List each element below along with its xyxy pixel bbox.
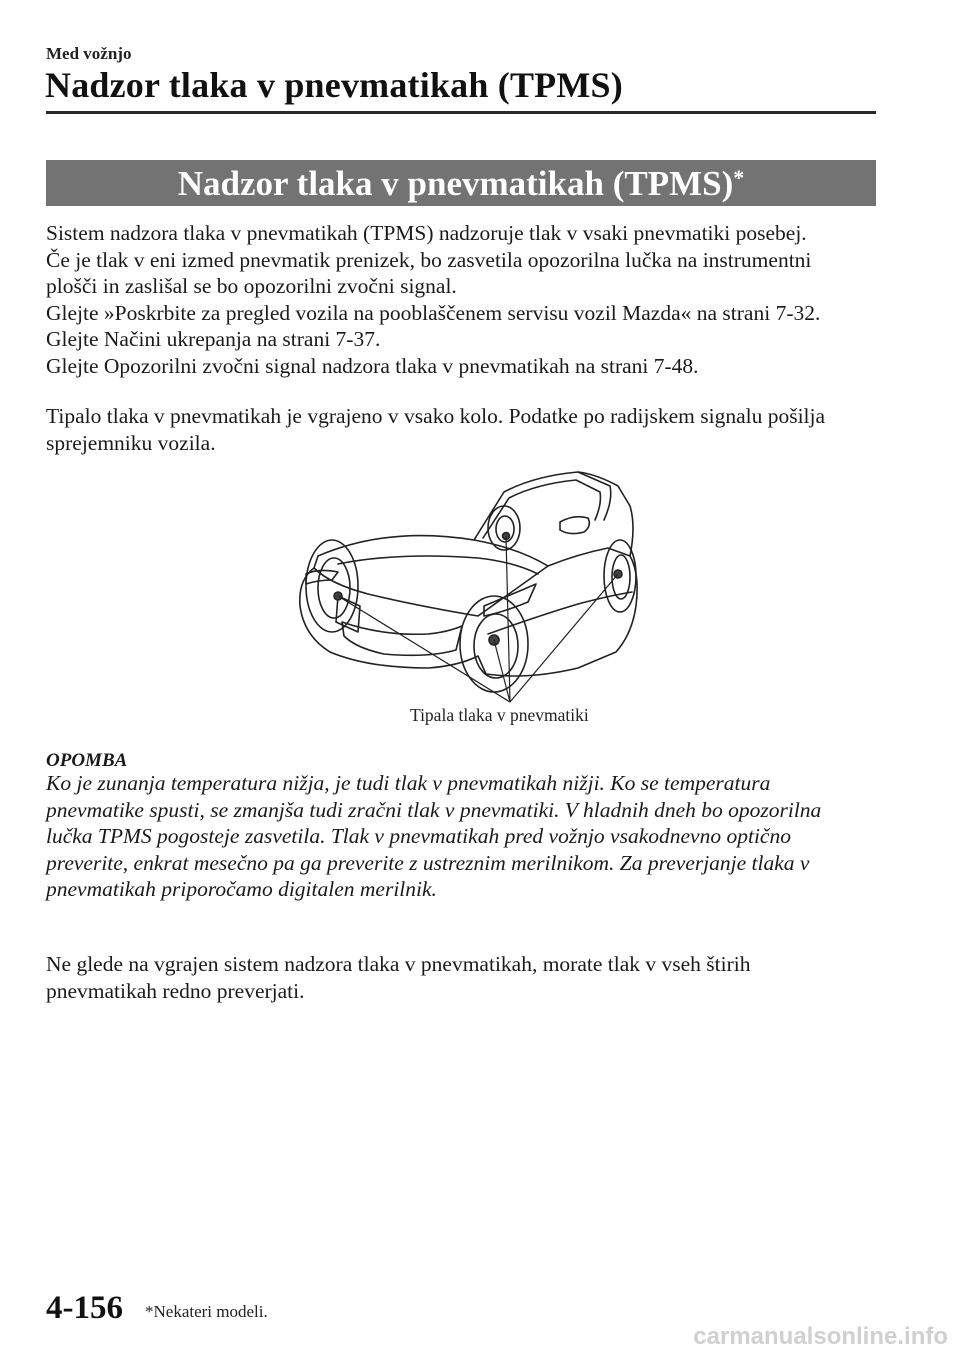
page-header-title: Nadzor tlaka v pnevmatikah (TPMS)	[45, 65, 623, 105]
intro-paragraph	[46, 220, 876, 379]
hood-crease	[338, 556, 538, 574]
sensor-line: Tipalo tlaka v pnevmatikah je vgrajeno v vsako kolo. Podatke po radijskem signalu pošilja	[46, 404, 826, 428]
section-label: Med vožnjo	[46, 44, 132, 63]
figure-caption: Tipala tlaka v pnevmatiki	[410, 705, 589, 725]
watermark: carmanualsonline.info	[693, 1323, 948, 1350]
closing-line: Ne glede na vgrajen sistem nadzora tlaka v pnevmatikah, morate tlak v vseh štirih	[46, 952, 751, 976]
car-illustration	[278, 456, 648, 724]
section-title: Nadzor tlaka v pnevmatikah (TPMS)	[177, 164, 734, 203]
leader-lines	[338, 536, 618, 702]
side-mirror	[560, 517, 589, 534]
note-line: preverite, enkrat mesečno pa ga preverite z ustreznim merilnikom. Za preverjanje tlaka v	[46, 850, 810, 875]
section-title-band	[46, 160, 876, 206]
page-reference-line: Glejte Načini ukrepanja na strani 7-37.	[46, 327, 381, 351]
headlight-right	[484, 584, 536, 616]
page-number: 4-156	[46, 1290, 123, 1326]
front-bumper	[300, 568, 486, 674]
side-character-line	[488, 592, 632, 634]
note-line: lučka TPMS pogosteje zasvetila. Tlak v pnevmatikah pred vožnjo vsakodnevno optično	[46, 824, 791, 848]
asterisk-marker: *	[733, 165, 745, 190]
header-divider	[46, 111, 876, 114]
intro-line: plošči in zaslišal se bo opozorilni zvočni signal.	[46, 274, 457, 298]
intro-line: Če je tlak v eni izmed pnevmatik prenizek, bo zasvetila opozorilna lučka na instrumentni	[46, 247, 812, 272]
windshield-frame	[474, 472, 611, 540]
car-tpms-illustration	[278, 456, 648, 724]
intro-line: Sistem nadzora tlaka v pnevmatikah (TPMS) nadzoruje tlak v vsaki pnevmatiki posebej.	[46, 221, 807, 245]
note-line: pnevmatikah priporočamo digitalen merilnik.	[46, 877, 437, 901]
note-line: Ko je zunanja temperatura nižja, je tudi tlak v pnevmatikah nižji. Ko se temperatura	[46, 771, 771, 795]
windshield-inner	[483, 480, 600, 538]
rear-left-wheel	[488, 506, 520, 550]
note-body	[46, 770, 876, 903]
page-reference-line: Glejte Opozorilni zvočni signal nadzora tlaka v pnevmatikah na strani 7-48.	[46, 353, 699, 378]
closing-line: pnevmatikah redno preverjati.	[46, 978, 305, 1003]
sensor-line: sprejemniku vozila.	[46, 430, 216, 455]
sensor-paragraph	[46, 403, 876, 456]
note-heading: OPOMBA	[46, 750, 128, 771]
closing-paragraph	[46, 951, 876, 1004]
page-reference-line: Glejte »Poskrbite za pregled vozila na pooblaščenem servisu vozil Mazda« na strani 7-32.	[46, 300, 821, 325]
footnote: *Nekateri modeli.	[145, 1302, 268, 1321]
grille	[342, 622, 462, 655]
note-line: pnevmatike spusti, se zmanjša tudi zračni tlak v pnevmatiki. V hladnih dneh bo opozorilna	[46, 797, 822, 822]
